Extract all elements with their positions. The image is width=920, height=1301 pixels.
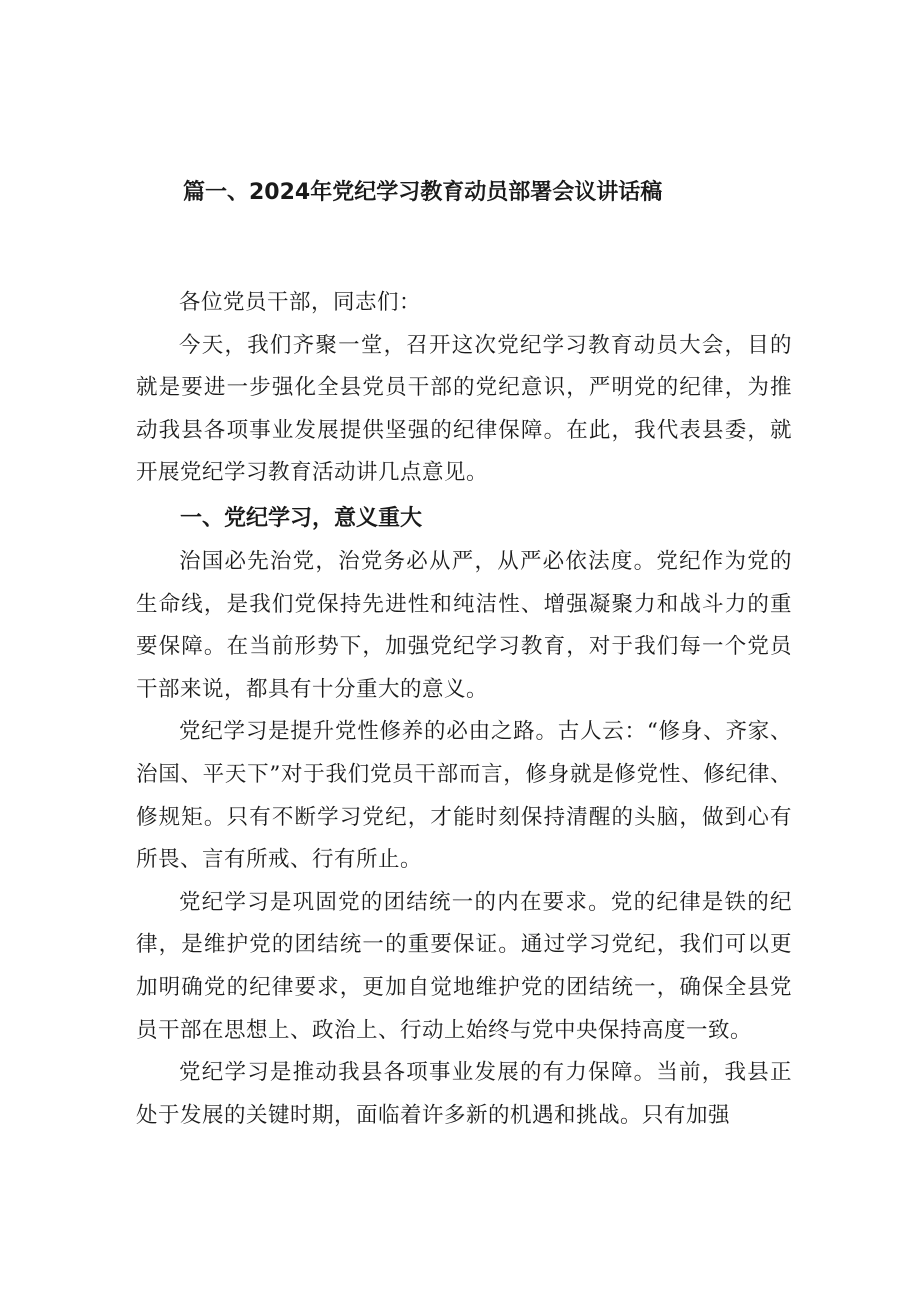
body-paragraph: 治国必先治党，治党务必从严，从严必依法度。党纪作为党的生命线，是我们党保持先进性和纯洁性、增强凝聚力和战斗力的重要保障。在当前形势下，加强党纪学习教育，对于我们每一个党员干部来说，都具有十分重大的意义。 — [136, 548, 792, 702]
document-title: 篇一、2024年党纪学习教育动员部署会议讲话稿 — [183, 180, 663, 205]
body-paragraph: 党纪学习是巩固党的团结统一的内在要求。党的纪律是铁的纪律，是维护党的团结统一的重要保证。通过学习党纪，我们可以更加明确党的纪律要求，更加自觉地维护党的团结统一，确保全县党员干部在思想上、政治上、行动上始终与党中央保持高度一致。 — [136, 889, 792, 1043]
salutation: 各位党员干部，同志们： — [179, 290, 422, 315]
intro-paragraph: 今天，我们齐聚一堂，召开这次党纪学习教育动员大会，目的就是要进一步强化全县党员干部的党纪意识，严明党的纪律，为推动我县各项事业发展提供坚强的纪律保障。在此，我代表县委，就开展党纪学习教育活动讲几点意见。 — [136, 332, 792, 486]
section-heading: 一、党纪学习，意义重大 — [180, 505, 423, 531]
document-body — [136, 282, 792, 1137]
body-paragraph: 党纪学习是提升党性修养的必由之路。古人云：“修身、齐家、治国、平天下”对于我们党员干部而言，修身就是修党性、修纪律、修规矩。只有不断学习党纪，才能时刻保持清醒的头脑，做到心有所畏、言有所戒、行有所止。 — [136, 719, 792, 873]
body-paragraph: 党纪学习是推动我县各项事业发展的有力保障。当前，我县正处于发展的关键时期，面临着许多新的机遇和挑战。只有加强 — [136, 1060, 792, 1128]
